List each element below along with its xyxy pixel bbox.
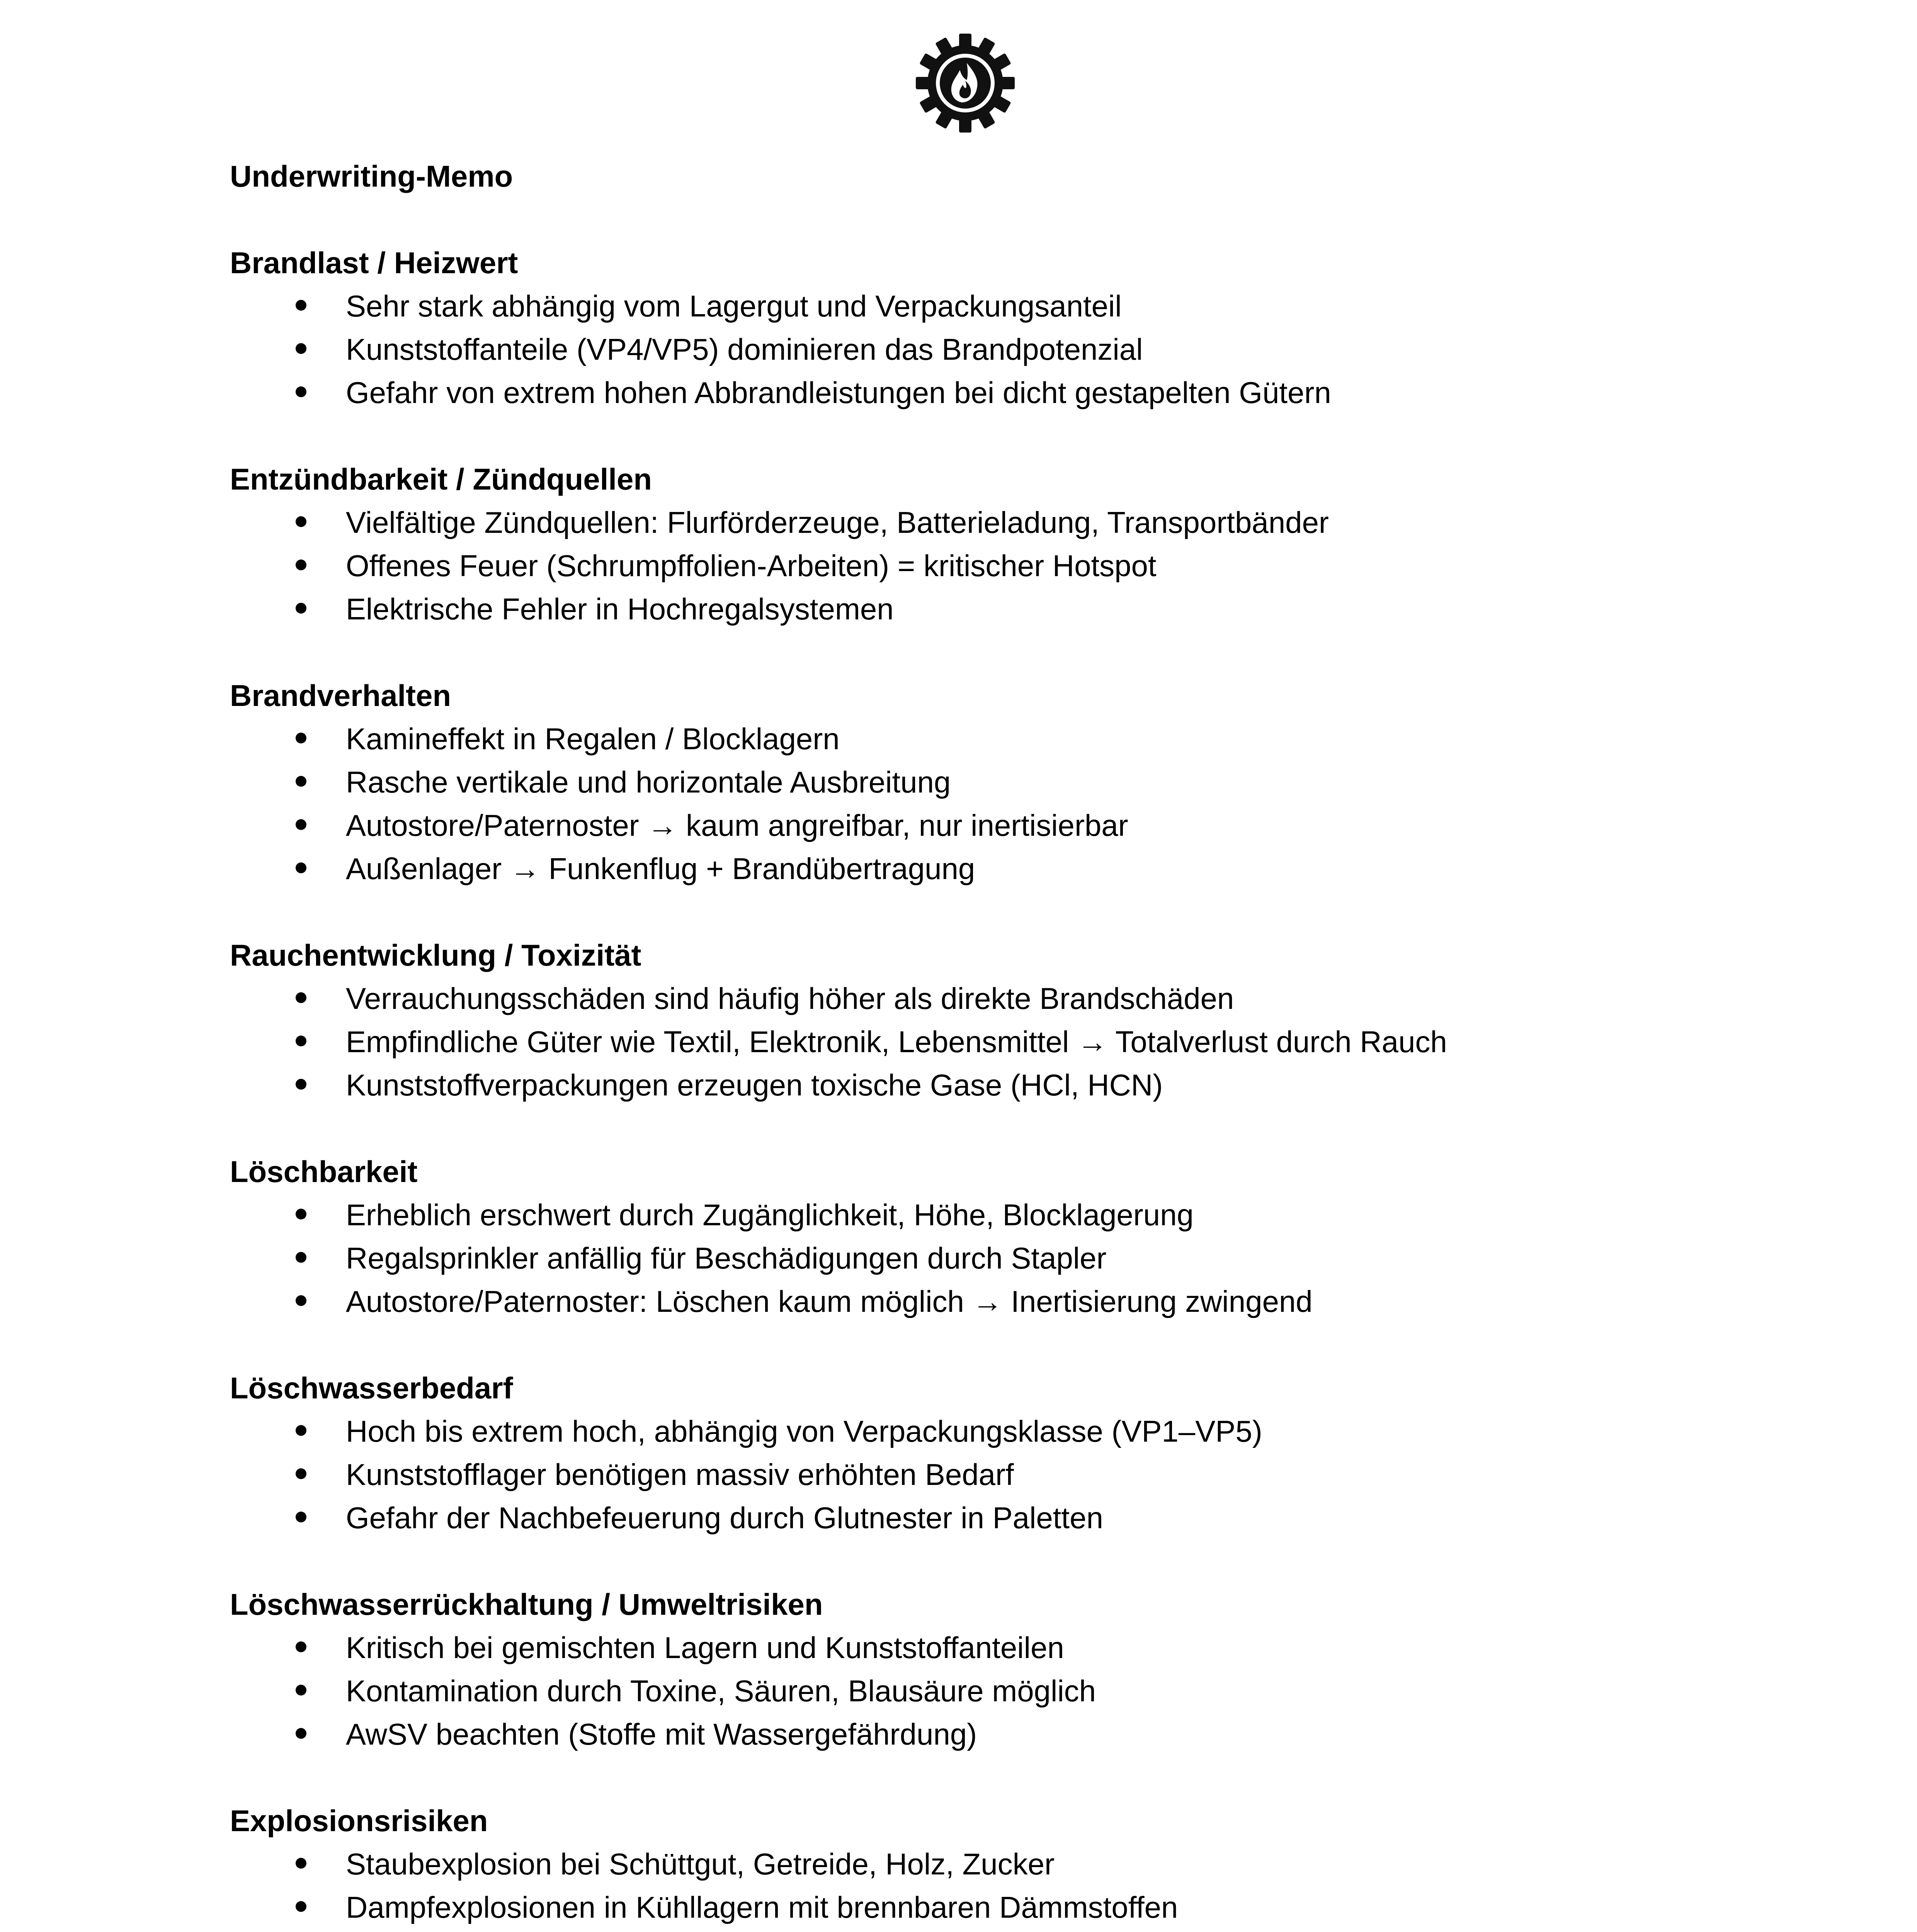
bullet-list bbox=[230, 1410, 1698, 1539]
list-item bbox=[230, 977, 1698, 1020]
list-item bbox=[230, 1886, 1698, 1929]
bullet-icon bbox=[296, 1685, 306, 1696]
bullet-icon bbox=[296, 343, 306, 354]
list-item-text: Erheblich erschwert durch Zugänglichkeit, Höhe, Blocklagerung bbox=[346, 1198, 1194, 1232]
list-item-text: Gefahr von extrem hohen Abbrandleistungen bei dicht gestapelten Gütern bbox=[346, 376, 1331, 410]
section-heading: Löschwasserbedarf bbox=[230, 1371, 513, 1405]
bullet-list bbox=[230, 1193, 1698, 1323]
list-item-text: Empfindliche Güter wie Textil, Elektronik, Lebensmittel → Totalverlust durch Rauch bbox=[346, 1025, 1447, 1059]
list-item bbox=[230, 1410, 1698, 1453]
list-item-text: Kamineffekt in Regalen / Blocklagern bbox=[346, 722, 840, 756]
section-loeschwasserrueckhaltung bbox=[230, 1583, 1698, 1756]
list-item-text: Hoch bis extrem hoch, abhängig von Verpackungsklasse (VP1–VP5) bbox=[346, 1414, 1262, 1448]
list-item-text: Kritisch bei gemischten Lagern und Kunststoffanteilen bbox=[346, 1631, 1064, 1665]
list-item bbox=[230, 1929, 1698, 1932]
section-heading: Brandverhalten bbox=[230, 679, 451, 713]
section-brandverhalten bbox=[230, 674, 1698, 890]
list-item bbox=[230, 847, 1698, 890]
bullet-list bbox=[230, 1842, 1698, 1932]
section-heading: Rauchentwicklung / Toxizität bbox=[230, 938, 641, 972]
bullet-list bbox=[230, 717, 1698, 890]
list-item bbox=[230, 804, 1698, 847]
list-item-text: Offenes Feuer (Schrumpffolien-Arbeiten) = kritischer Hotspot bbox=[346, 549, 1157, 583]
list-item bbox=[230, 1280, 1698, 1323]
list-item bbox=[230, 1193, 1698, 1236]
list-item bbox=[230, 1842, 1698, 1886]
bullet-icon bbox=[296, 603, 306, 614]
list-item-text: Staubexplosion bei Schüttgut, Getreide, Holz, Zucker bbox=[346, 1847, 1055, 1881]
list-item bbox=[230, 1626, 1698, 1669]
list-item-text: Rasche vertikale und horizontale Ausbreitung bbox=[346, 765, 951, 799]
bullet-icon bbox=[296, 862, 306, 873]
list-item bbox=[230, 587, 1698, 631]
bullet-icon bbox=[296, 560, 306, 570]
list-item-text: Vielfältige Zündquellen: Flurförderzeuge, Batterieladung, Transportbänder bbox=[346, 505, 1329, 539]
list-item-text: Außenlager → Funkenflug + Brandübertragung bbox=[346, 852, 975, 886]
list-item bbox=[230, 501, 1698, 544]
bullet-list bbox=[230, 284, 1698, 414]
list-item bbox=[230, 1713, 1698, 1756]
list-item bbox=[230, 284, 1698, 328]
list-item bbox=[230, 1063, 1698, 1107]
memo-content bbox=[230, 155, 1698, 1932]
bullet-icon bbox=[296, 1512, 306, 1522]
section-entzuendbarkeit bbox=[230, 457, 1698, 631]
bullet-icon bbox=[296, 1425, 306, 1436]
list-item-text: Verrauchungsschäden sind häufig höher als direkte Brandschäden bbox=[346, 981, 1234, 1015]
section-brandlast bbox=[230, 241, 1698, 414]
list-item bbox=[230, 1236, 1698, 1280]
document-title: Underwriting-Memo bbox=[230, 159, 513, 193]
bullet-icon bbox=[296, 1079, 306, 1090]
list-item bbox=[230, 717, 1698, 760]
list-item-text: Kunststoffanteile (VP4/VP5) dominieren das Brandpotenzial bbox=[346, 332, 1143, 366]
list-item-text: Kunststoffverpackungen erzeugen toxische Gase (HCl, HCN) bbox=[346, 1068, 1163, 1102]
list-item bbox=[230, 1669, 1698, 1713]
section-heading: Löschbarkeit bbox=[230, 1155, 418, 1189]
list-item bbox=[230, 371, 1698, 414]
bullet-icon bbox=[296, 1728, 306, 1739]
bullet-icon bbox=[296, 386, 306, 397]
list-item bbox=[230, 1020, 1698, 1063]
bullet-list bbox=[230, 977, 1698, 1107]
section-heading: Brandlast / Heizwert bbox=[230, 246, 518, 280]
list-item-text: Dampfexplosionen in Kühllagern mit brennbaren Dämmstoffen bbox=[346, 1890, 1178, 1924]
bullet-icon bbox=[296, 1209, 306, 1219]
bullet-icon bbox=[296, 1036, 306, 1046]
list-item bbox=[230, 1453, 1698, 1496]
bullet-icon bbox=[296, 516, 306, 527]
bullet-list bbox=[230, 1626, 1698, 1756]
bullet-icon bbox=[296, 1901, 306, 1912]
section-explosionsrisiken bbox=[230, 1799, 1698, 1932]
section-rauchentwicklung bbox=[230, 934, 1698, 1107]
list-item-text: Kontamination durch Toxine, Säuren, Blausäure möglich bbox=[346, 1674, 1096, 1708]
list-item bbox=[230, 544, 1698, 587]
bullet-icon bbox=[296, 1858, 306, 1869]
bullet-icon bbox=[296, 776, 306, 787]
list-item bbox=[230, 760, 1698, 804]
list-item-text: Autostore/Paternoster → kaum angreifbar, nur inertisierbar bbox=[346, 808, 1128, 842]
list-item bbox=[230, 328, 1698, 371]
section-heading: Löschwasserrückhaltung / Umweltrisiken bbox=[230, 1587, 823, 1621]
section-heading: Explosionsrisiken bbox=[230, 1804, 488, 1838]
gear-flame-icon bbox=[915, 33, 1015, 133]
bullet-icon bbox=[296, 819, 306, 830]
bullet-list bbox=[230, 501, 1698, 631]
bullet-icon bbox=[296, 733, 306, 743]
bullet-icon bbox=[296, 300, 306, 311]
list-item bbox=[230, 1496, 1698, 1539]
list-item-text: Regalsprinkler anfällig für Beschädigungen durch Stapler bbox=[346, 1241, 1107, 1275]
section-heading: Entzündbarkeit / Zündquellen bbox=[230, 462, 652, 496]
list-item-text: Elektrische Fehler in Hochregalsystemen bbox=[346, 592, 894, 626]
bullet-icon bbox=[296, 1295, 306, 1306]
list-item-text: Autostore/Paternoster: Löschen kaum möglich → Inertisierung zwingend bbox=[346, 1284, 1313, 1318]
bullet-icon bbox=[296, 1641, 306, 1652]
list-item-text: Kunststofflager benötigen massiv erhöhten Bedarf bbox=[346, 1458, 1014, 1492]
list-item-text: Sehr stark abhängig vom Lagergut und Verpackungsanteil bbox=[346, 289, 1122, 323]
bullet-icon bbox=[296, 1468, 306, 1479]
list-item-text: AwSV beachten (Stoffe mit Wassergefährdung) bbox=[346, 1717, 977, 1751]
bullet-icon bbox=[296, 1252, 306, 1263]
bullet-icon bbox=[296, 992, 306, 1003]
list-item-text: Gefahr der Nachbefeuerung durch Glutnester in Paletten bbox=[346, 1501, 1103, 1535]
section-loeschwasserbedarf bbox=[230, 1366, 1698, 1539]
section-loeschbarkeit bbox=[230, 1150, 1698, 1323]
